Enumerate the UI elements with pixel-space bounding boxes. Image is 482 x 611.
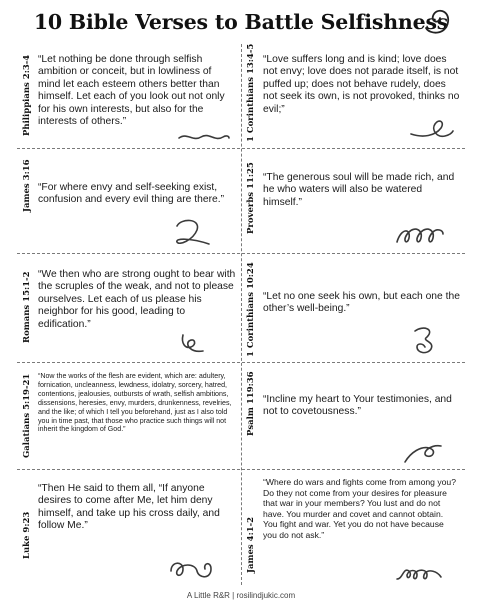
- spiral-flourish-icon: [177, 331, 207, 357]
- footer-credit: A Little R&R | rosilindjukic.com: [186, 591, 296, 600]
- verse-text: “Let nothing be done through selfish ambition or conceit, but in lowliness of mind let each esteem others better than himself. Let each of you look out not only for his own interests, but also for the interests of others.”: [38, 54, 225, 128]
- verse-reference: James 3:16: [22, 159, 32, 212]
- verse-card-philippians: [17, 44, 241, 148]
- verse-text: “For where envy and self-seeking exist, confusion and every evil thing are there.”: [38, 182, 225, 206]
- verse-reference: Psalm 119:36: [246, 371, 256, 436]
- verse-grid: [17, 44, 465, 585]
- verse-text: “Love suffers long and is kind; love does not envy; love does not parade itself, is not puffed up; does not behave rudely, does not seek its own, is not provoked, thinks no evil;”: [263, 54, 460, 115]
- verse-reference: 1 Corinthians 10:24: [246, 262, 256, 357]
- loops-flourish-icon: [395, 565, 445, 583]
- verse-card-proverbs: [241, 148, 465, 253]
- verse-card-galatians: [17, 362, 241, 469]
- verse-card-romans: [17, 253, 241, 362]
- verse-card-james-3: [17, 148, 241, 253]
- wave-flourish-icon: [177, 130, 231, 144]
- triple-loop-flourish-icon: [395, 224, 445, 248]
- verse-card-psalm: [241, 362, 465, 469]
- verse-text: “Where do wars and fights come from among you? Do they not come from your desires for pleasure that war in your members? You lust and do not have. You murder and covet and cannot obtain. You fight and war. Yet you do not have because you do not ask.”: [263, 477, 456, 540]
- scroll-flourish-icon: [167, 557, 217, 581]
- curl-flourish-icon: [171, 218, 213, 248]
- verse-reference: 1 Corinthians 13:4-5: [246, 43, 256, 142]
- verse-text: “We then who are strong ought to bear with the scruples of the weak, and not to please ourselves. Let each of us please his neighbor for his good, leading to edification.”: [38, 269, 236, 330]
- title-swirl-icon: [420, 4, 454, 38]
- loop-flourish-icon: [409, 118, 455, 140]
- page-title: 10 Bible Verses to Battle Selfishness: [33, 10, 449, 34]
- verse-card-james-4: [241, 469, 465, 585]
- verse-text: “Let no one seek his own, but each one the other’s well-being.”: [263, 291, 460, 315]
- verse-card-luke: [17, 469, 241, 585]
- verse-text: “Now the works of the flesh are evident, which are: adultery, fornication, uncleanness, lewdness, idolatry, sorcery, hatred, contentions, jealousies, outbursts of wrath, selfish ambitions, dissensions, heresies, envy, murders, drunkenness, revelries, and the like; of which I tell you beforehand, just as I also told you in time past, that those who practice such things will not inherit the kingdom of God.”: [38, 372, 232, 434]
- verse-reference: James 4:1-2: [246, 516, 256, 573]
- verse-reference: Proverbs 11:25: [246, 162, 256, 234]
- verse-card-1-corinthians-13: [241, 44, 465, 148]
- verse-text: “Incline my heart to Your testimonies, and not to covetousness.”: [263, 394, 452, 418]
- swirl-flourish-icon: [401, 442, 447, 464]
- verse-text: “Then He said to them all, “If anyone desires to come after Me, let him deny himself, and take up his cross daily, and follow Me.”: [38, 483, 220, 532]
- verse-reference: Philippians 2:3-4: [22, 54, 32, 136]
- verse-reference: Luke 9:23: [22, 511, 32, 559]
- verse-reference: Galatians 5:19-21: [22, 373, 32, 458]
- three-curl-flourish-icon: [411, 325, 439, 355]
- verse-reference: Romans 15:1-2: [22, 271, 32, 343]
- verse-card-1-corinthians-10: [241, 253, 465, 362]
- verse-text: “The generous soul will be made rich, and he who waters will also be watered himself.”: [263, 172, 455, 208]
